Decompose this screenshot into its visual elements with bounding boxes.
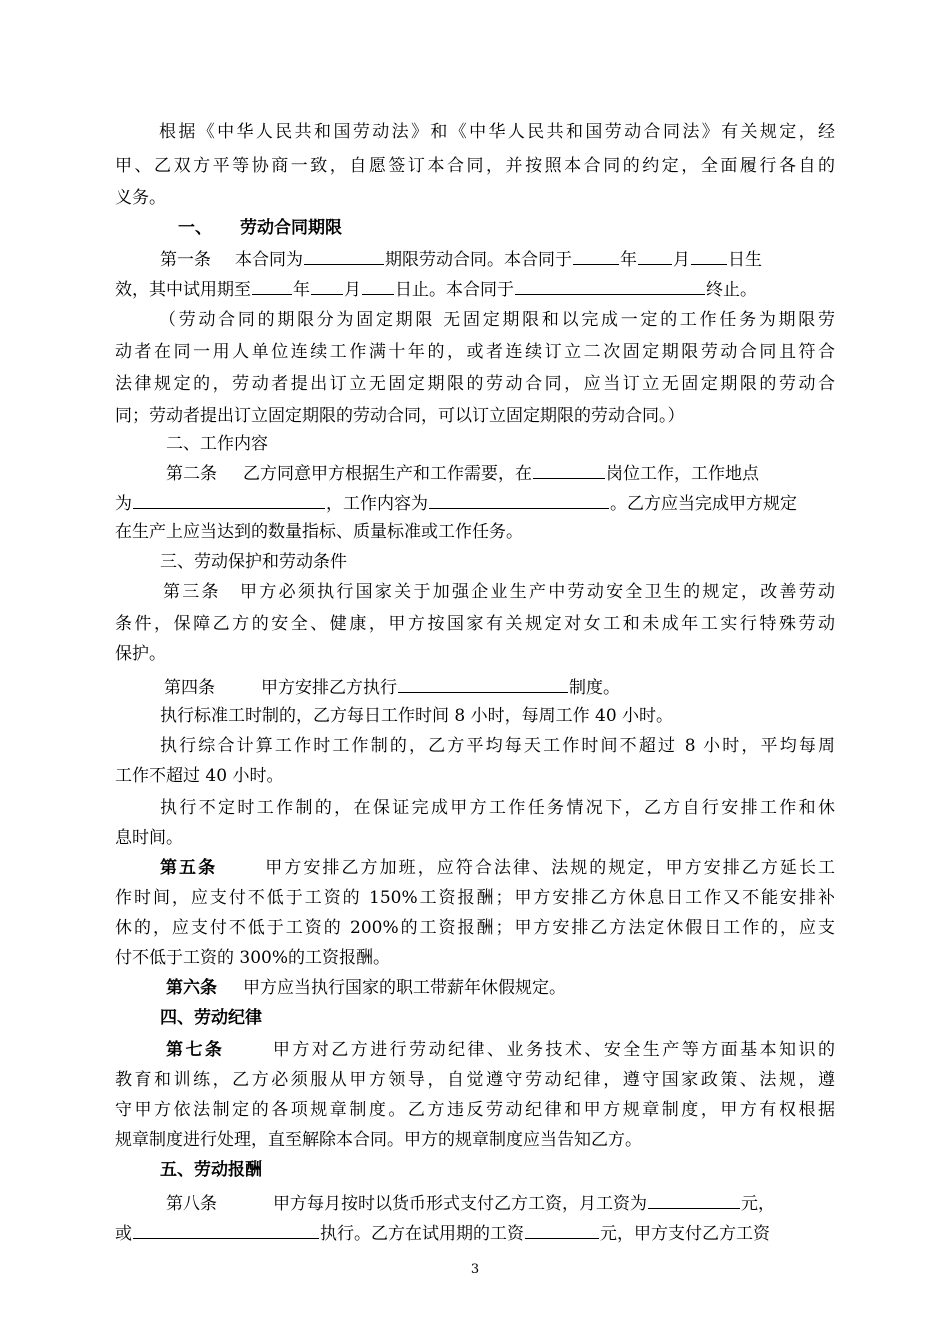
intro-line-3: 义务。: [115, 188, 166, 208]
article-4-flexible-line-2: 息时间。: [115, 828, 183, 848]
end-date-blank[interactable]: [515, 276, 705, 295]
working-hours-system-blank[interactable]: [398, 674, 568, 693]
article-7-line-1: 第七条 甲方对乙方进行劳动纪律、业务技术、安全生产等方面基本知识的: [166, 1040, 835, 1060]
article-4-comprehensive-line-1: 执行综合计算工作时工作制的，乙方平均每天工作时间不超过 8 小时，平均每周: [160, 736, 835, 756]
start-day-blank[interactable]: [691, 246, 727, 265]
article-5-line-4: 付不低于工资的 300%的工资报酬。: [115, 948, 391, 968]
article-8-line-2: 或 执行。乙方在试用期的工资 元，甲方支付乙方工资: [115, 1220, 835, 1246]
article-5-line-2: 作时间，应支付不低于工资的 150%工资报酬；甲方安排乙方休息日工作又不能安排补: [115, 888, 835, 908]
article-4-comprehensive-line-2: 工作不超过 40 小时。: [115, 766, 284, 786]
article-3-line-1: 第三条 甲方必须执行国家关于加强企业生产中劳动安全卫生的规定，改善劳动: [163, 582, 835, 602]
article-8-line-1: 第八条 甲方每月按时以货币形式支付乙方工资，月工资为 元，: [166, 1190, 886, 1216]
article-1-head: 第一条: [160, 250, 211, 270]
article-6-line: 第六条 甲方应当执行国家的职工带薪年休假规定。: [166, 978, 566, 998]
article-2-line-1: 第二条 乙方同意甲方根据生产和工作需要，在 岗位工作，工作地点: [166, 460, 886, 486]
section-2-heading: 二、工作内容: [166, 434, 268, 454]
article-5-line-1: 第五条 甲方安排乙方加班，应符合法律、法规的规定，甲方安排乙方延长工: [160, 858, 836, 878]
note-line-4: 同；劳动者提出订立固定期限的劳动合同，可以订立固定期限的劳动合同。）: [115, 406, 685, 426]
article-5-line-3: 休的，应支付不低于工资的 200%的工资报酬；甲方安排乙方法定休假日工作的，应支: [115, 918, 835, 938]
work-location-blank[interactable]: [133, 490, 325, 509]
section-1-number: 一、: [178, 218, 212, 238]
intro-line-2: 甲、乙双方平等协商一致，自愿签订本合同，并按照本合同的约定，全面履行各自的: [115, 156, 835, 176]
article-1-line-2: 效，其中试用期至 年 月 日止。本合同于 终止。: [115, 276, 835, 302]
post-blank[interactable]: [533, 460, 605, 479]
section-4-heading: 四、劳动纪律: [160, 1008, 262, 1028]
start-month-blank[interactable]: [638, 246, 672, 265]
article-7-line-3: 守甲方依法制定的各项规章制度。乙方违反劳动纪律和甲方规章制度，甲方有权根据: [115, 1100, 835, 1120]
section-1-heading: [178, 216, 898, 240]
probation-day-blank[interactable]: [362, 276, 394, 295]
intro-line-1: 根据《中华人民共和国劳动法》和《中华人民共和国劳动合同法》有关规定，经: [159, 122, 835, 142]
article-3-line-3: 保护。: [115, 644, 166, 664]
work-content-blank[interactable]: [429, 490, 609, 509]
article-5-head: 第五条: [160, 858, 218, 878]
article-6-head: 第六条: [166, 978, 217, 998]
section-1-title: 劳动合同期限: [240, 218, 342, 238]
probation-salary-blank[interactable]: [525, 1220, 599, 1239]
article-7-line-4: 规章制度进行处理，直至解除本合同。甲方的规章制度应当告知乙方。: [115, 1130, 642, 1150]
article-2-line-2: 为 ，工作内容为 。乙方应当完成甲方规定: [115, 490, 835, 516]
article-4-flexible-line-1: 执行不定时工作制的，在保证完成甲方工作任务情况下，乙方自行安排工作和休: [160, 798, 835, 818]
monthly-salary-blank[interactable]: [648, 1190, 740, 1209]
article-4-head: 第四条: [164, 678, 215, 698]
salary-standard-blank[interactable]: [133, 1220, 319, 1239]
article-3-line-2: 条件，保障乙方的安全、健康，甲方按国家有关规定对女工和未成年工实行特殊劳动: [115, 614, 835, 634]
section-3-heading: 三、劳动保护和劳动条件: [160, 552, 347, 572]
article-7-line-2: 教育和训练，乙方必须服从甲方领导，自觉遵守劳动纪律，遵守国家政策、法规，遵: [115, 1070, 835, 1090]
start-year-blank[interactable]: [573, 246, 619, 265]
note-line-3: 法律规定的，劳动者提出订立无固定期限的劳动合同，应当订立无固定期限的劳动合: [115, 374, 835, 394]
article-7-head: 第七条: [166, 1040, 225, 1060]
page-number: 3: [470, 1262, 480, 1277]
contract-term-type-blank[interactable]: [304, 246, 384, 265]
probation-year-blank[interactable]: [252, 276, 292, 295]
article-2-head: 第二条: [166, 464, 217, 484]
article-8-head: 第八条: [166, 1194, 217, 1214]
note-line-2: 动者在同一用人单位连续工作满十年的，或者连续订立二次固定期限劳动合同且符合: [115, 342, 835, 362]
article-2-line-3: 在生产上应当达到的数量指标、质量标准或工作任务。: [115, 522, 523, 542]
probation-month-blank[interactable]: [311, 276, 343, 295]
article-4-line-1: 第四条 甲方安排乙方执行 制度。: [164, 674, 884, 700]
article-1-line-1: 第一条 本合同为 期限劳动合同。本合同于 年 月 日生: [160, 246, 880, 272]
section-5-heading: 五、劳动报酬: [160, 1160, 262, 1180]
note-line-1: （劳动合同的期限分为固定期限 无固定期限和以完成一定的工作任务为期限劳: [159, 310, 835, 330]
article-4-standard-hours: 执行标准工时制的，乙方每日工作时间 8 小时，每周工作 40 小时。: [160, 706, 674, 726]
